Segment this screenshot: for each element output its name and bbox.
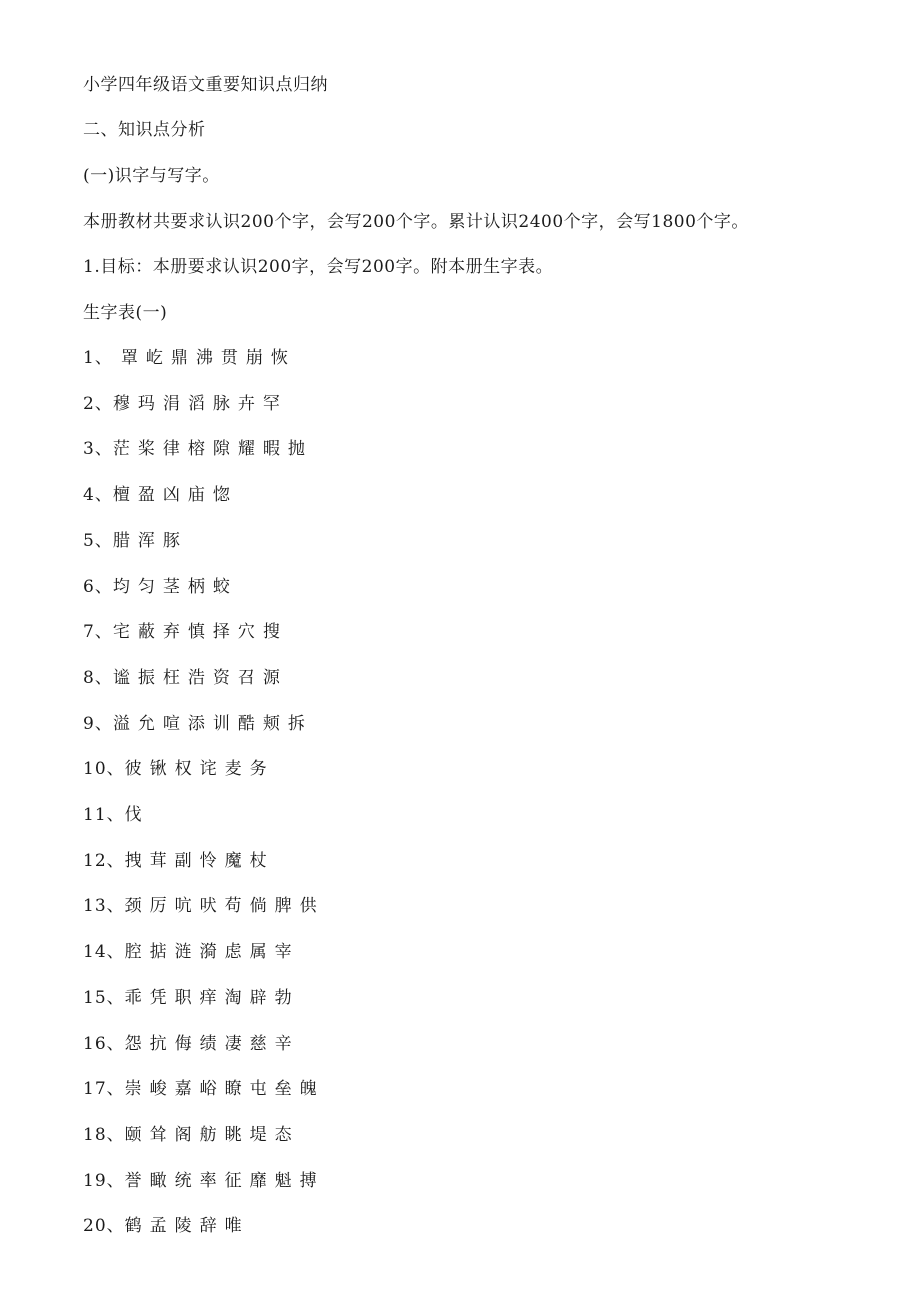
- character: 盈: [137, 485, 156, 505]
- table-row: [83, 850, 275, 872]
- subsection-heading: (一)识字与写字。: [83, 166, 220, 186]
- goal-paragraph: 1.目标：本册要求认识200字，会写200字。附本册生字表。: [83, 257, 554, 277]
- character: 颈: [124, 896, 143, 916]
- character: 侮: [174, 1034, 193, 1054]
- row-label: 9、: [83, 714, 113, 734]
- character: 允: [137, 714, 156, 734]
- character: 魔: [224, 851, 243, 871]
- table-title: 生字表(一): [83, 303, 168, 323]
- row-label: 15、: [83, 988, 125, 1008]
- character: 鼎: [170, 348, 189, 368]
- table-row: [83, 530, 188, 552]
- character: 颐: [124, 1125, 143, 1145]
- character: 恢: [270, 348, 289, 368]
- table-row: [83, 484, 238, 506]
- character: 诧: [199, 759, 218, 779]
- character: 彼: [124, 759, 143, 779]
- character: 掂: [149, 942, 168, 962]
- row-label: 11、: [83, 805, 125, 825]
- character: 锹: [149, 759, 168, 779]
- character: 阁: [174, 1125, 193, 1145]
- table-row: [83, 1078, 325, 1100]
- character: 靡: [249, 1171, 268, 1191]
- character: 乖: [124, 988, 143, 1008]
- row-label: 4、: [83, 485, 113, 505]
- character: 枉: [162, 668, 181, 688]
- character: 榕: [187, 439, 206, 459]
- character: 眺: [224, 1125, 243, 1145]
- character: 涓: [162, 394, 181, 414]
- character: 训: [212, 714, 231, 734]
- character: 豚: [162, 531, 181, 551]
- character: 务: [249, 759, 268, 779]
- character: 职: [174, 988, 193, 1008]
- character: 漪: [199, 942, 218, 962]
- character: 厉: [149, 896, 168, 916]
- row-label: 16、: [83, 1034, 125, 1054]
- character: 副: [174, 851, 193, 871]
- row-label: 12、: [83, 851, 125, 871]
- character: 宰: [274, 942, 293, 962]
- character: 暇: [262, 439, 281, 459]
- character: 耸: [149, 1125, 168, 1145]
- row-label: 20、: [83, 1216, 125, 1236]
- character: 唯: [224, 1216, 243, 1236]
- character: 茸: [149, 851, 168, 871]
- character: 茎: [162, 577, 181, 597]
- table-row: [83, 1170, 325, 1192]
- table-row: [83, 667, 288, 689]
- character: 耀: [237, 439, 256, 459]
- character: 堤: [249, 1125, 268, 1145]
- character: 吠: [199, 896, 218, 916]
- character: 辟: [249, 988, 268, 1008]
- row-label: 19、: [83, 1171, 125, 1191]
- character: 峪: [199, 1079, 218, 1099]
- character: 浑: [137, 531, 156, 551]
- character: 振: [137, 668, 156, 688]
- character: 峻: [149, 1079, 168, 1099]
- row-label: 8、: [83, 668, 113, 688]
- document-title: 小学四年级语文重要知识点归纳: [83, 75, 328, 95]
- character: 征: [224, 1171, 243, 1191]
- character: 陵: [174, 1216, 193, 1236]
- character: 凶: [162, 485, 181, 505]
- table-row: [83, 393, 288, 415]
- character: 抗: [149, 1034, 168, 1054]
- character: 苟: [224, 896, 243, 916]
- character: 溢: [112, 714, 131, 734]
- character: 率: [199, 1171, 218, 1191]
- character: 腔: [124, 942, 143, 962]
- character: 颊: [262, 714, 281, 734]
- character: 搜: [262, 622, 281, 642]
- row-label: 1、: [83, 348, 113, 368]
- row-label: 13、: [83, 896, 125, 916]
- character: 杖: [249, 851, 268, 871]
- character: 搏: [299, 1171, 318, 1191]
- character: 隙: [212, 439, 231, 459]
- table-row: [83, 347, 296, 369]
- row-label: 18、: [83, 1125, 125, 1145]
- row-label: 3、: [83, 439, 113, 459]
- character: 喧: [162, 714, 181, 734]
- table-row: [83, 1215, 250, 1237]
- table-row: [83, 987, 300, 1009]
- row-label: 2、: [83, 394, 113, 414]
- character: 卉: [237, 394, 256, 414]
- character: 腊: [112, 531, 131, 551]
- character: 拆: [287, 714, 306, 734]
- character: 罩: [120, 348, 139, 368]
- character: 抛: [287, 439, 306, 459]
- table-row: [83, 1124, 300, 1146]
- row-label: 10、: [83, 759, 125, 779]
- character: 吭: [174, 896, 193, 916]
- character: 瞭: [224, 1079, 243, 1099]
- character: 召: [237, 668, 256, 688]
- character: 慎: [187, 622, 206, 642]
- character: 罕: [262, 394, 281, 414]
- character: 滔: [187, 394, 206, 414]
- character: 惚: [212, 485, 231, 505]
- character: 舫: [199, 1125, 218, 1145]
- table-row: [83, 941, 300, 963]
- character: 态: [274, 1125, 293, 1145]
- character: 匀: [137, 577, 156, 597]
- character: 蔽: [137, 622, 156, 642]
- character: 贯: [220, 348, 239, 368]
- section-heading: 二、知识点分析: [83, 120, 206, 140]
- character: 魁: [274, 1171, 293, 1191]
- table-row: [83, 576, 238, 598]
- character: 魄: [299, 1079, 318, 1099]
- intro-paragraph: 本册教材共要求认识200个字，会写200个字。累计认识2400个字，会写1800个字。: [83, 212, 749, 232]
- character: 崩: [245, 348, 264, 368]
- character: 沸: [195, 348, 214, 368]
- character: 痒: [199, 988, 218, 1008]
- character: 屯: [249, 1079, 268, 1099]
- character: 择: [212, 622, 231, 642]
- character: 浩: [187, 668, 206, 688]
- character: 怜: [199, 851, 218, 871]
- character: 凭: [149, 988, 168, 1008]
- row-label: 5、: [83, 531, 113, 551]
- character: 属: [249, 942, 268, 962]
- character: 统: [174, 1171, 193, 1191]
- character: 虑: [224, 942, 243, 962]
- character: 玛: [137, 394, 156, 414]
- character: 蛟: [212, 577, 231, 597]
- character: 麦: [224, 759, 243, 779]
- table-row: [83, 758, 275, 780]
- character: 倘: [249, 896, 268, 916]
- character: 嘉: [174, 1079, 193, 1099]
- character: 茫: [112, 439, 131, 459]
- character: 垒: [274, 1079, 293, 1099]
- character: 淘: [224, 988, 243, 1008]
- character: 辞: [199, 1216, 218, 1236]
- table-row: [83, 621, 288, 643]
- character: 柄: [187, 577, 206, 597]
- character: 辛: [274, 1034, 293, 1054]
- row-label: 17、: [83, 1079, 125, 1099]
- character: 脾: [274, 896, 293, 916]
- character: 鹤: [124, 1216, 143, 1236]
- character: 穴: [237, 622, 256, 642]
- character: 勃: [274, 988, 293, 1008]
- character: 律: [162, 439, 181, 459]
- character: 檀: [112, 485, 131, 505]
- character: 绩: [199, 1034, 218, 1054]
- character: 均: [112, 577, 131, 597]
- row-label: 6、: [83, 577, 113, 597]
- table-row: [83, 713, 313, 735]
- character: 孟: [149, 1216, 168, 1236]
- row-label: 7、: [83, 622, 113, 642]
- character: 弃: [162, 622, 181, 642]
- table-row: [83, 438, 313, 460]
- character: 谧: [112, 668, 131, 688]
- character: 伐: [124, 805, 143, 825]
- character: 瞰: [149, 1171, 168, 1191]
- character: 屹: [145, 348, 164, 368]
- character: 源: [262, 668, 281, 688]
- character: 添: [187, 714, 206, 734]
- character: 拽: [124, 851, 143, 871]
- table-row: [83, 804, 150, 826]
- character: 崇: [124, 1079, 143, 1099]
- character: 凄: [224, 1034, 243, 1054]
- character: 资: [212, 668, 231, 688]
- character: 庙: [187, 485, 206, 505]
- character: 誉: [124, 1171, 143, 1191]
- character: 供: [299, 896, 318, 916]
- table-row: [83, 1033, 300, 1055]
- character: 慈: [249, 1034, 268, 1054]
- table-row: [83, 895, 325, 917]
- character: 怨: [124, 1034, 143, 1054]
- character: 桨: [137, 439, 156, 459]
- character: 宅: [112, 622, 131, 642]
- character: 酷: [237, 714, 256, 734]
- row-label: 14、: [83, 942, 125, 962]
- character: 权: [174, 759, 193, 779]
- character: 穆: [112, 394, 131, 414]
- character: 涟: [174, 942, 193, 962]
- character: 脉: [212, 394, 231, 414]
